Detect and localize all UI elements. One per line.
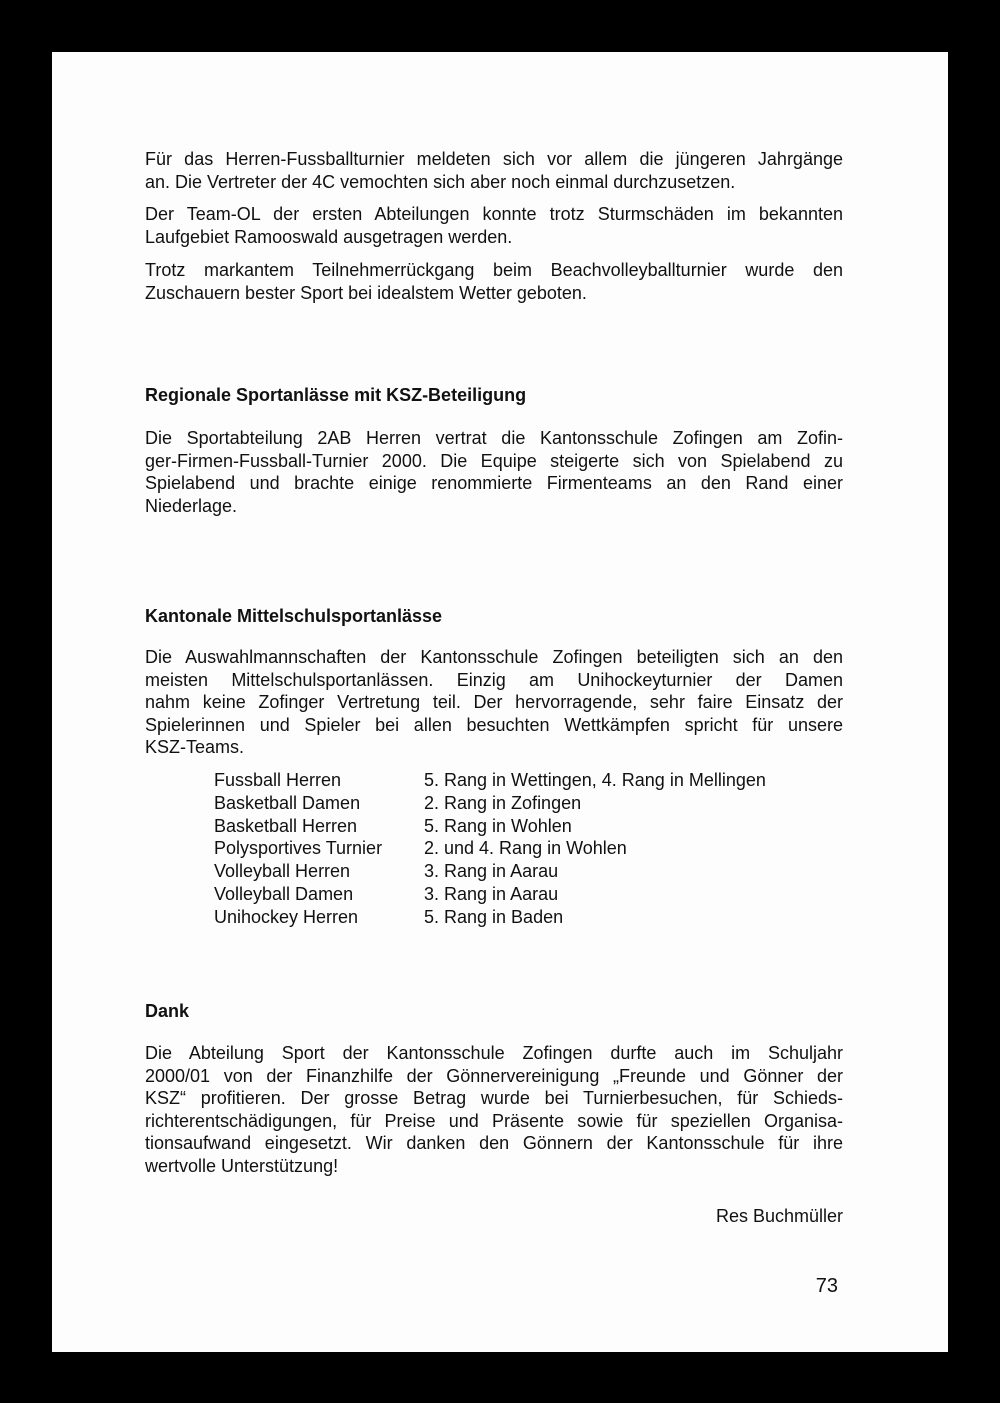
section-heading-regional: Regionale Sportanlässe mit KSZ-Beteiligung bbox=[145, 385, 527, 405]
result-sport: Volleyball Damen bbox=[214, 883, 354, 904]
text-line: richterentschädigungen, für Preise und Präsente sowie für speziellen Organisa- bbox=[145, 1110, 843, 1131]
result-row bbox=[214, 769, 766, 792]
result-sport: Fussball Herren bbox=[214, 770, 342, 790]
result-rank: 5. Rang in Wettingen, 4. Rang in Mellingen bbox=[424, 770, 766, 790]
text-line: Niederlage. bbox=[145, 495, 238, 516]
text-line: tionsaufwand eingesetzt. Wir danken den Gönnern der Kantonsschule für ihre bbox=[145, 1133, 843, 1154]
regional-paragraph bbox=[145, 427, 843, 517]
result-row bbox=[214, 837, 766, 860]
result-sport: Basketball Damen bbox=[214, 792, 361, 813]
text-line: meisten Mittelschulsportanlässen. Einzig am Unihockeyturnier der Damen bbox=[145, 669, 843, 690]
result-sport: Volleyball Herren bbox=[214, 861, 351, 882]
text-line: Die Sportabteilung 2AB Herren vertrat die Kantonsschule Zofingen am Zofin- bbox=[145, 428, 843, 448]
text-line: ger-Firmen-Fussball-Turnier 2000. Die Equipe steigerte sich von Spielabend zu bbox=[145, 450, 843, 471]
result-sport: Basketball Herren bbox=[214, 815, 358, 836]
result-row bbox=[214, 883, 766, 906]
result-row bbox=[214, 906, 766, 929]
section-heading-thanks: Dank bbox=[145, 1001, 190, 1021]
result-sport: Unihockey Herren bbox=[214, 906, 359, 927]
result-rank: 5. Rang in Wohlen bbox=[424, 815, 572, 836]
result-rank: 2. Rang in Zofingen bbox=[424, 792, 582, 813]
text-line: Der Team-OL der ersten Abteilungen konnte trotz Sturmschäden im bekannten bbox=[145, 204, 843, 224]
cantonal-paragraph bbox=[145, 646, 843, 759]
result-row bbox=[214, 860, 766, 883]
document-page bbox=[52, 52, 948, 1352]
results-list bbox=[214, 769, 766, 929]
result-rank: 5. Rang in Baden bbox=[424, 906, 564, 927]
result-sport: Polysportives Turnier bbox=[214, 838, 383, 859]
result-rank: 3. Rang in Aarau bbox=[424, 861, 559, 882]
text-line: Spielerinnen und Spieler bei allen besuchten Wettkämpfen spricht für unsere bbox=[145, 714, 843, 735]
result-rank: 3. Rang in Aarau bbox=[424, 883, 559, 904]
result-row bbox=[214, 792, 766, 815]
text-line: Trotz markantem Teilnehmerrückgang beim Beachvolleyballturnier wurde den bbox=[145, 260, 843, 280]
author-signature: Res Buchmüller bbox=[715, 1206, 843, 1226]
result-rank: 2. und 4. Rang in Wohlen bbox=[424, 838, 627, 859]
text-line: 2000/01 von der Finanzhilfe der Gönnervereinigung „Freunde und Gönner der bbox=[145, 1065, 843, 1086]
text-line: KSZ-Teams. bbox=[145, 737, 245, 758]
text-line: Die Auswahlmannschaften der Kantonsschule Zofingen beteiligten sich an den bbox=[145, 647, 843, 667]
page-number: 73 bbox=[815, 1275, 838, 1297]
text-line: an. Die Vertreter der 4C vemochten sich aber noch einmal durchzusetzen. bbox=[145, 171, 736, 192]
text-line: nahm keine Zofinger Vertretung teil. Der hervorragende, sehr faire Einsatz der bbox=[145, 692, 843, 713]
text-line: Für das Herren-Fussballturnier meldeten sich vor allem die jüngeren Jahrgänge bbox=[145, 149, 843, 169]
intro-paragraph-1 bbox=[145, 148, 843, 193]
thanks-paragraph bbox=[145, 1042, 843, 1178]
text-line: Laufgebiet Ramooswald ausgetragen werden. bbox=[145, 226, 513, 247]
text-line: Die Abteilung Sport der Kantonsschule Zofingen durfte auch im Schuljahr bbox=[145, 1043, 843, 1063]
section-heading-cantonal: Kantonale Mittelschulsportanlässe bbox=[145, 606, 443, 626]
text-line: Zuschauern bester Sport bei idealstem Wetter geboten. bbox=[145, 282, 587, 303]
result-row bbox=[214, 815, 766, 838]
text-line: wertvolle Unterstützung! bbox=[145, 1155, 339, 1176]
text-line: Spielabend und brachte einige renommierte Firmenteams an den Rand einer bbox=[145, 473, 843, 494]
intro-paragraph-3 bbox=[145, 259, 843, 304]
intro-paragraph-2 bbox=[145, 203, 843, 248]
text-line: KSZ“ profitieren. Der grosse Betrag wurde bei Turnierbesuchen, für Schieds- bbox=[145, 1088, 843, 1109]
